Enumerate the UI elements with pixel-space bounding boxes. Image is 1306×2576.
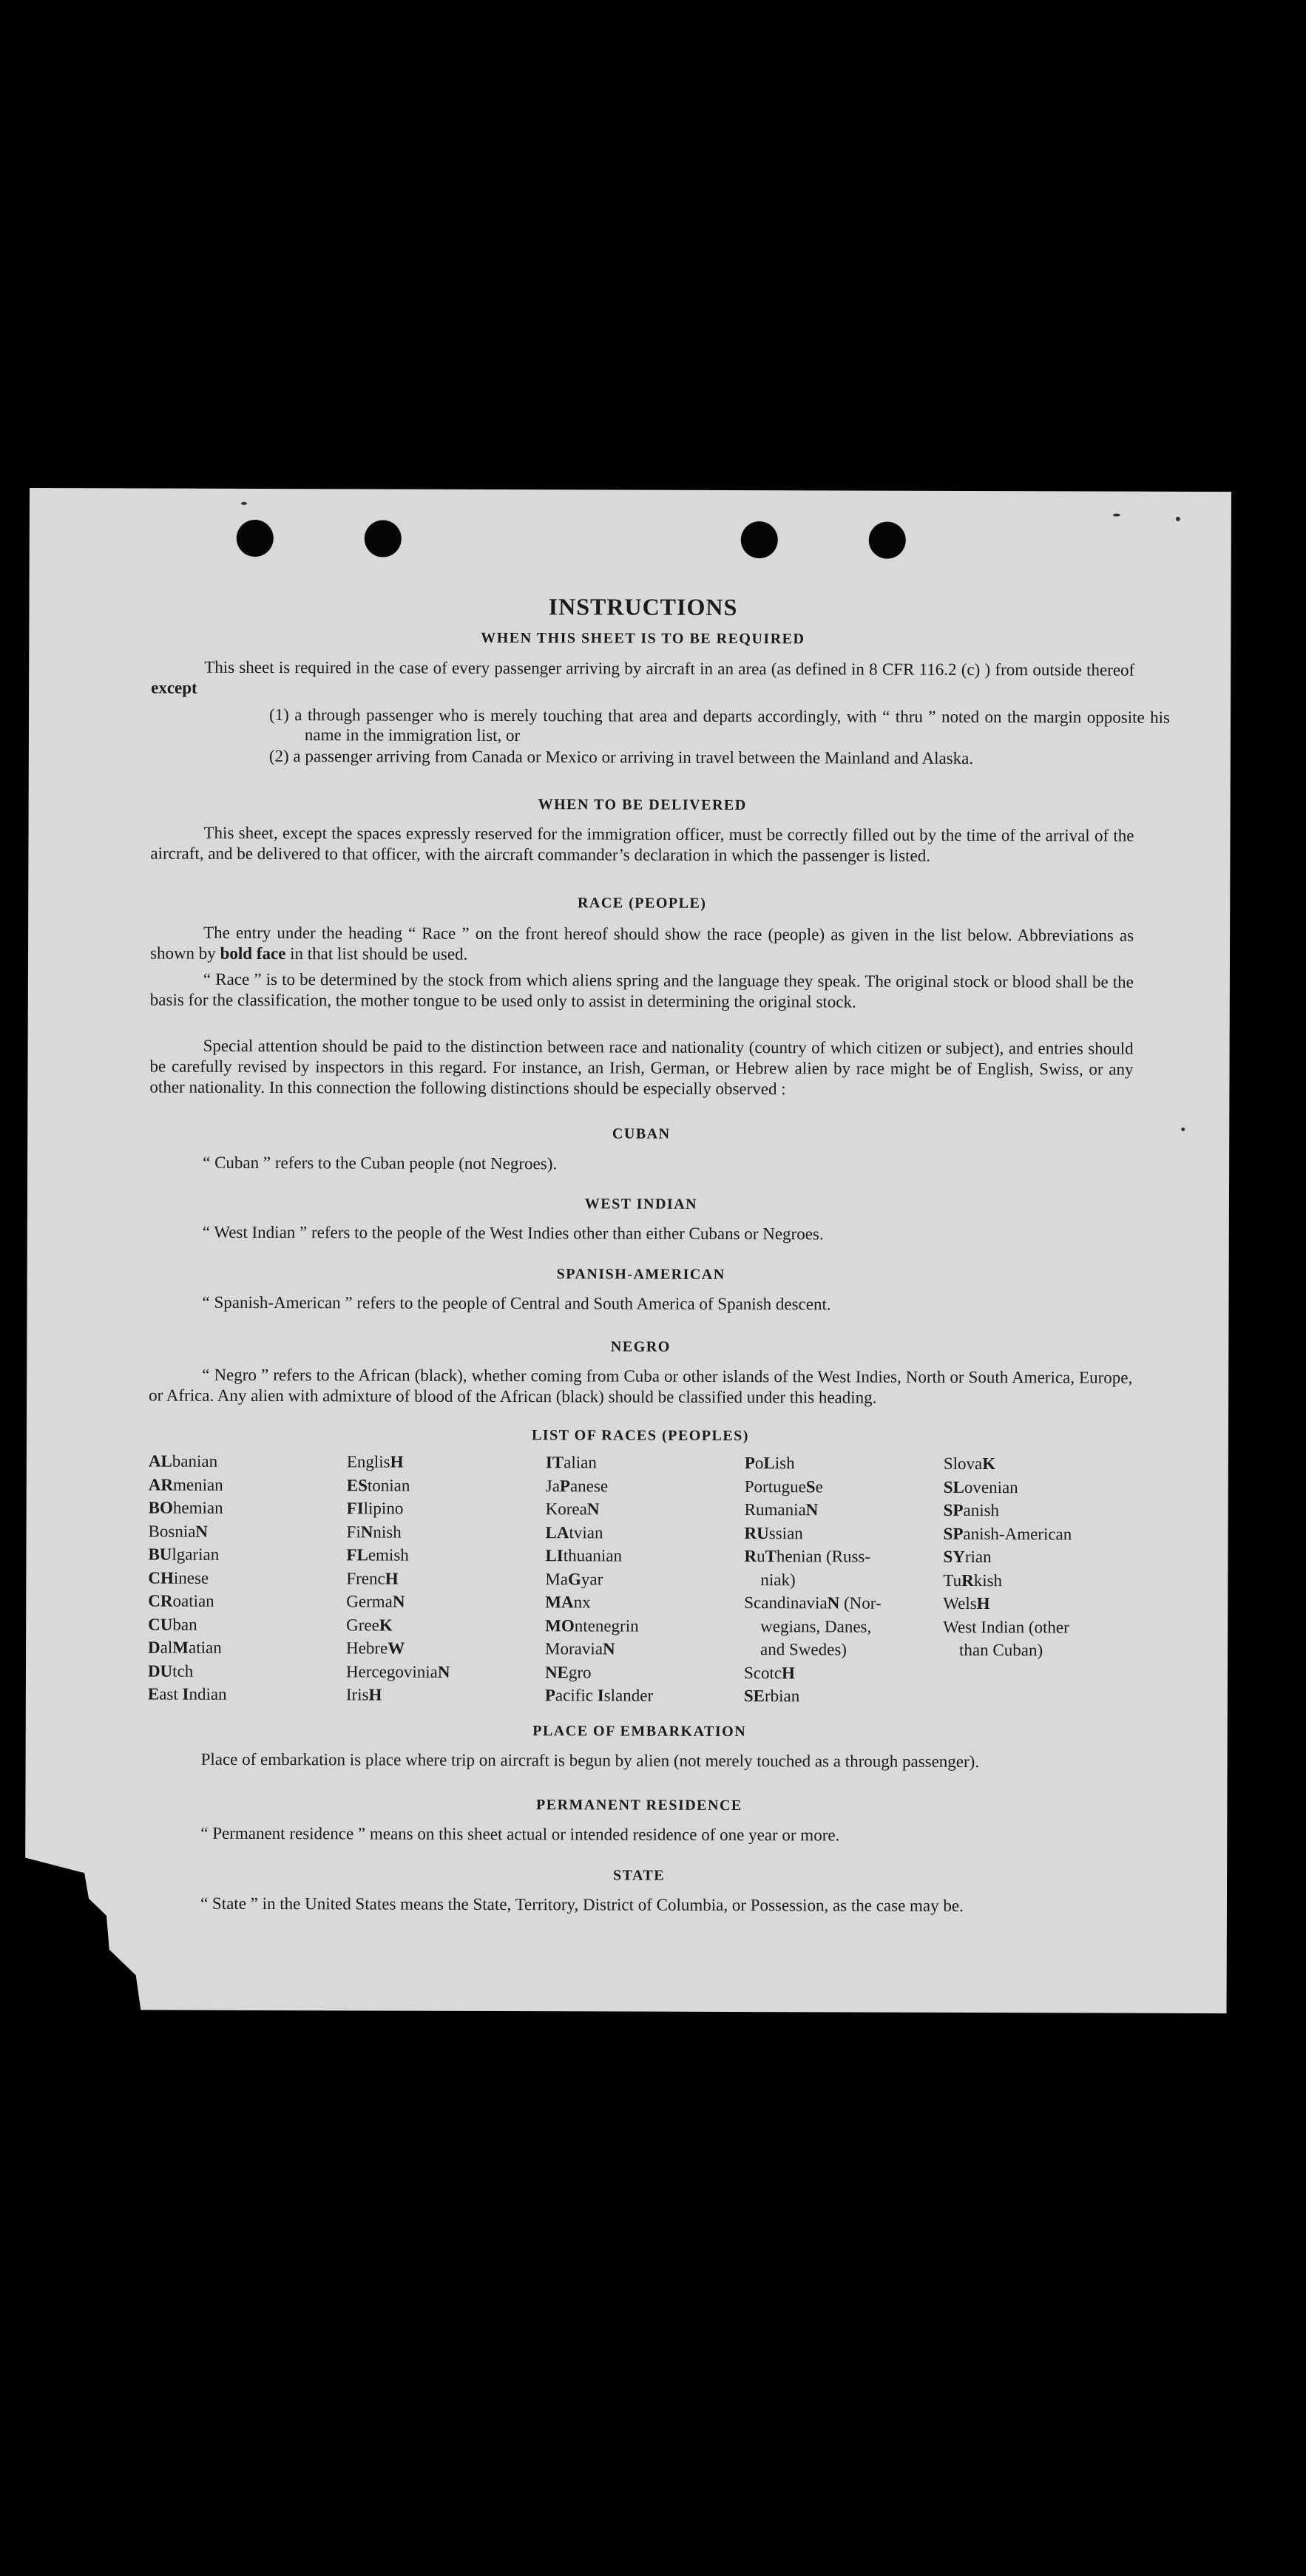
race-text: wegians, Danes, [760,1616,872,1636]
race-text: Wels [943,1593,977,1613]
race-abbrev-letters: N [602,1639,615,1658]
race-text: slander [603,1686,654,1705]
race-abbrev-letters: BO [148,1498,173,1517]
race-entry [744,1545,882,1568]
race-entry [148,1636,227,1660]
races-column-4 [744,1451,882,1708]
race-entry [546,1451,654,1474]
race-entry [744,1568,882,1592]
race-text: anish-American [963,1524,1072,1543]
race-text: ish [774,1454,795,1473]
race-entry [148,1613,227,1636]
race-text: Englis [346,1452,390,1471]
race-abbrev-letters: N [360,1522,373,1541]
race-paragraph-2: “ Race ” is to be determined by the stock from which aliens spring and the language they speak. The original stock or blood shall be the basis for the classification, the mother tongue to be used only to assist in determining the original stock. [149,969,1134,1011]
race-abbrev-letters: IT [545,1453,564,1472]
race-text: Portugue [744,1477,806,1496]
race-abbrev-letters: SP [943,1524,964,1543]
state-text: “ State ” in the United States means the State, Territory, District of Columbia, or Possession, as the case may be. [200,1894,964,1915]
race-entry [148,1683,227,1706]
race-text: nish [373,1522,402,1542]
race-entry [943,1638,1072,1662]
race-entry [148,1590,227,1613]
race-entry [346,1660,450,1684]
spanish-american-text: “ Spanish-American ” refers to the people of Central and South America of Spanish descent. [202,1292,831,1314]
race-abbrev-letters: SP [943,1500,964,1519]
heading-state: STATE [613,1867,666,1884]
race-abbrev-letters: M [172,1638,189,1657]
race-text: alian [564,1453,597,1472]
embarkation-text: Place of embarkation is place where trip on aircraft is begun by alien (not merely touched as a through passenger). [200,1749,980,1772]
race-entry [744,1684,882,1708]
race-entry [744,1591,882,1615]
heading-race: RACE (PEOPLE) [577,895,707,912]
race-entry [545,1637,653,1661]
speck [1176,517,1180,521]
race-abbrev-letters: P [544,1686,555,1705]
heading-list-of-races: LIST OF RACES (PEOPLES) [531,1427,750,1445]
race-text: Ja [545,1476,560,1495]
race-paragraph-1: The entry under the heading “ Race ” on the front hereof should show the race (people) as given in the list below. Abbreviations as shown by bold face in that list should be used. [149,923,1134,963]
race-abbrev-letters: LI [545,1546,564,1565]
race-abbrev-letters: K [379,1615,393,1635]
race-entry [944,1475,1072,1499]
race-entry [347,1474,451,1497]
required-item-2: (2) a passenger arriving from Canada or Mexico or arriving in travel between the Mainland and Alaska. [268,747,974,768]
heading-embarkation: PLACE OF EMBARKATION [532,1723,747,1741]
heading-permanent-residence: PERMANENT RESIDENCE [535,1797,742,1814]
heading-delivered: WHEN TO BE DELIVERED [538,796,747,814]
race-abbrev-letters: T [765,1547,777,1566]
race-text: yar [581,1569,603,1588]
race-entry [347,1497,451,1520]
race-text: Scandinavia [744,1593,828,1613]
punch-hole [869,522,906,559]
heading-spanish-american: SPANISH-AMERICAN [556,1266,725,1283]
torn-corner [17,1856,166,2027]
race-entry [943,1568,1072,1592]
races-column-2 [346,1450,451,1706]
race-entry [148,1543,227,1567]
race-entry [346,1543,450,1567]
race-abbrev-letters: N [392,1592,405,1611]
race-text: ntenegrin [574,1616,639,1636]
race-entry [346,1683,450,1706]
race-entry [745,1498,882,1522]
race-abbrev-letters: BU [148,1545,172,1564]
race-text: ast [159,1684,183,1704]
required-intro: This sheet is required in the case of every passenger arriving by aircraft in an area (as defined in 8 CFR 116.2 (c) ) from outside thereof except [151,657,1135,697]
race-entry [744,1661,882,1685]
race-text: kish [973,1570,1003,1590]
race-text: West Indian (other [943,1617,1069,1636]
race-abbrev-letters: N [805,1500,819,1519]
race-text: oatian [172,1591,214,1610]
race-abbrev-letters: I [597,1686,604,1705]
race-text: Iris [345,1685,369,1704]
race-abbrev-letters: H [368,1685,382,1704]
race-abbrev-letters: D [148,1638,160,1657]
race-entry [545,1544,653,1567]
race-abbrev-letters: R [744,1547,757,1566]
race-entry [943,1545,1072,1569]
race-abbrev-letters: CH [148,1568,174,1587]
race-abbrev-letters: FL [346,1545,368,1565]
race-abbrev-letters: LA [545,1522,569,1542]
race-text: Hercegovinia [345,1661,438,1681]
race-text: thuanian [563,1546,623,1565]
race-entry [546,1521,654,1545]
race-abbrev-letters: H [782,1663,796,1682]
races-column-5 [943,1452,1072,1662]
race-text: Frenc [346,1568,385,1588]
race-entry [545,1684,653,1707]
race-abbrev-letters: SL [943,1477,964,1497]
race-text: al [160,1638,173,1657]
race-abbrev-letters: H [390,1452,404,1471]
race-entry [346,1567,450,1590]
punch-hole [365,520,402,557]
race-text: lgarian [172,1545,220,1564]
punch-hole [237,520,274,557]
race-entry [149,1450,228,1474]
race-entry [148,1659,227,1683]
race-entry [148,1566,227,1590]
race-entry [744,1615,882,1638]
race-text: gro [568,1662,592,1681]
race-text: lipino [363,1499,404,1518]
speck [1181,1128,1185,1131]
race-abbrev-letters: N [586,1499,600,1519]
race-abbrev-letters: G [568,1569,581,1588]
race-abbrev-letters: N [827,1593,840,1613]
race-text: inese [173,1568,209,1587]
races-column-3 [545,1451,654,1707]
race-entry [347,1520,451,1544]
race-text: e [815,1477,823,1496]
race-abbrev-letters: N [437,1662,450,1681]
race-entry [546,1497,654,1521]
race-text: acific [555,1686,598,1705]
race-text: Gree [346,1615,379,1634]
race-text: atian [188,1638,222,1657]
punch-hole [741,521,778,558]
heading-west-indian: WEST INDIAN [584,1196,698,1213]
race-text: Moravia [545,1639,603,1658]
race-abbrev-letters: DU [147,1661,173,1681]
race-entry [944,1452,1072,1476]
race-abbrev-letters: ES [346,1475,368,1494]
race-text: banian [172,1451,218,1471]
cuban-text: “ Cuban ” refers to the Cuban people (not Negroes). [203,1153,558,1173]
race-text: Germa [346,1592,393,1611]
race-abbrev-letters: SY [943,1547,965,1566]
race-abbrev-letters: FI [346,1499,364,1518]
race-abbrev-letters: W [388,1638,405,1658]
race-abbrev-letters: H [976,1594,990,1613]
race-text: Rumania [744,1500,806,1519]
heading-cuban: CUBAN [612,1125,671,1142]
race-entry [346,1590,450,1613]
race-text: rbian [764,1687,800,1706]
race-text: ovenian [964,1477,1018,1497]
negro-text: “ Negro ” refers to the African (black), whether coming from Cuba or other islands of the West Indies, North or South America, Europe, or Africa. Any alien with admixture of blood of the African (black) should be classified under this heading. [149,1365,1133,1407]
race-text: emish [368,1545,409,1565]
race-abbrev-letters: CR [148,1591,173,1610]
page-title: INSTRUCTIONS [548,593,738,621]
race-abbrev-letters: RU [744,1523,769,1542]
speck [241,502,247,505]
race-text: hemian [172,1498,223,1517]
race-text: (Nor- [839,1593,882,1613]
west-indian-text: “ West Indian ” refers to the people of the West Indies other than either Cubans or Negroes. [202,1222,824,1244]
race-abbrev-letters: SE [743,1687,765,1706]
race-entry [943,1592,1072,1616]
race-entry [149,1519,228,1543]
race-text: and Swedes) [760,1640,847,1659]
race-abbrev-letters: R [961,1570,974,1590]
race-text: tonian [367,1475,410,1495]
race-text: tvian [569,1522,603,1542]
race-abbrev-letters: I [182,1684,189,1704]
race-abbrev-letters: H [385,1569,399,1588]
race-text: ssian [768,1523,803,1542]
permanent-residence-text: “ Permanent residence ” means on this sheet actual or intended residence of one year or more. [200,1823,840,1845]
race-text: Slova [943,1454,983,1474]
race-text: niak) [760,1570,796,1589]
race-entry [745,1451,882,1475]
race-text: Korea [545,1499,587,1519]
race-text: Bosnia [148,1522,196,1541]
race-text: tch [172,1661,194,1681]
heading-required: WHEN THIS SHEET IS TO BE REQUIRED [481,629,805,648]
race-paragraph-3: Special attention should be paid to the distinction between race and nationality (country of which citizen or subject), and entries should be carefully revised by inspectors in this regard. For instance, an Irish, German, or Hebrew alien by race might be of English, Swiss, or any other nationality. In this connection the following distinctions should be especially observed : [149,1036,1134,1099]
race-text: henian (Russ- [776,1547,871,1566]
race-text: nx [573,1593,591,1612]
race-text: Tu [943,1570,962,1590]
race-entry [944,1499,1072,1522]
race-entry [944,1522,1072,1545]
race-abbrev-letters: N [195,1522,209,1541]
race-entry [545,1567,653,1591]
race-abbrev-letters: AR [148,1475,174,1494]
race-text: u [757,1547,765,1566]
race-entry [149,1497,228,1520]
race-text: o [754,1454,764,1473]
race-abbrev-letters: AL [148,1451,172,1471]
race-abbrev-letters: P [744,1454,755,1473]
race-abbrev-letters: K [982,1454,996,1474]
race-text: ndian [189,1684,227,1704]
heading-negro: NEGRO [610,1338,671,1355]
required-item-1: (1) a through passenger who is merely touching that area and departs accordingly, with “ thru ” noted on the margin opposite his name in the immigration list, or [268,705,1171,745]
race-entry [545,1590,653,1614]
race-text: anish [963,1500,1000,1520]
race-entry [545,1661,653,1684]
race-entry [745,1522,882,1545]
document-sheet [25,488,1231,2013]
race-abbrev-letters: L [763,1454,775,1473]
race-abbrev-letters: MA [545,1593,574,1612]
race-abbrev-letters: MO [545,1616,575,1635]
race-entry [745,1475,882,1499]
races-column-1 [148,1450,228,1706]
race-entry [346,1613,450,1637]
delivered-text: This sheet, except the spaces expressly reserved for the immigration officer, must be correctly filled out by the time of the arrival of the aircraft, and be delivered to that officer, with the aircraft commander’s declaration in which the passenger is listed. [150,823,1134,865]
race-text: Scotc [743,1663,782,1682]
race-abbrev-letters: S [805,1477,816,1496]
race-text: than Cuban) [959,1640,1043,1660]
race-entry [149,1473,228,1497]
race-text: ban [172,1615,197,1634]
speck [1113,514,1120,517]
race-entry [744,1638,882,1661]
race-abbrev-letters: NE [544,1662,569,1681]
instructions-content [147,489,1171,1915]
race-text: rian [964,1547,992,1567]
race-text: Fi [346,1522,361,1541]
race-entry [943,1615,1072,1638]
race-entry [346,1636,450,1660]
race-abbrev-letters: P [559,1476,571,1495]
race-abbrev-letters: CU [148,1615,173,1634]
race-entry [545,1614,653,1638]
race-text: Ma [545,1569,569,1588]
race-entry [347,1450,451,1474]
race-text: anese [569,1476,609,1495]
race-abbrev-letters: E [147,1684,160,1704]
race-entry [546,1474,654,1498]
race-text: menian [172,1475,223,1494]
race-text: Hebre [346,1638,388,1658]
